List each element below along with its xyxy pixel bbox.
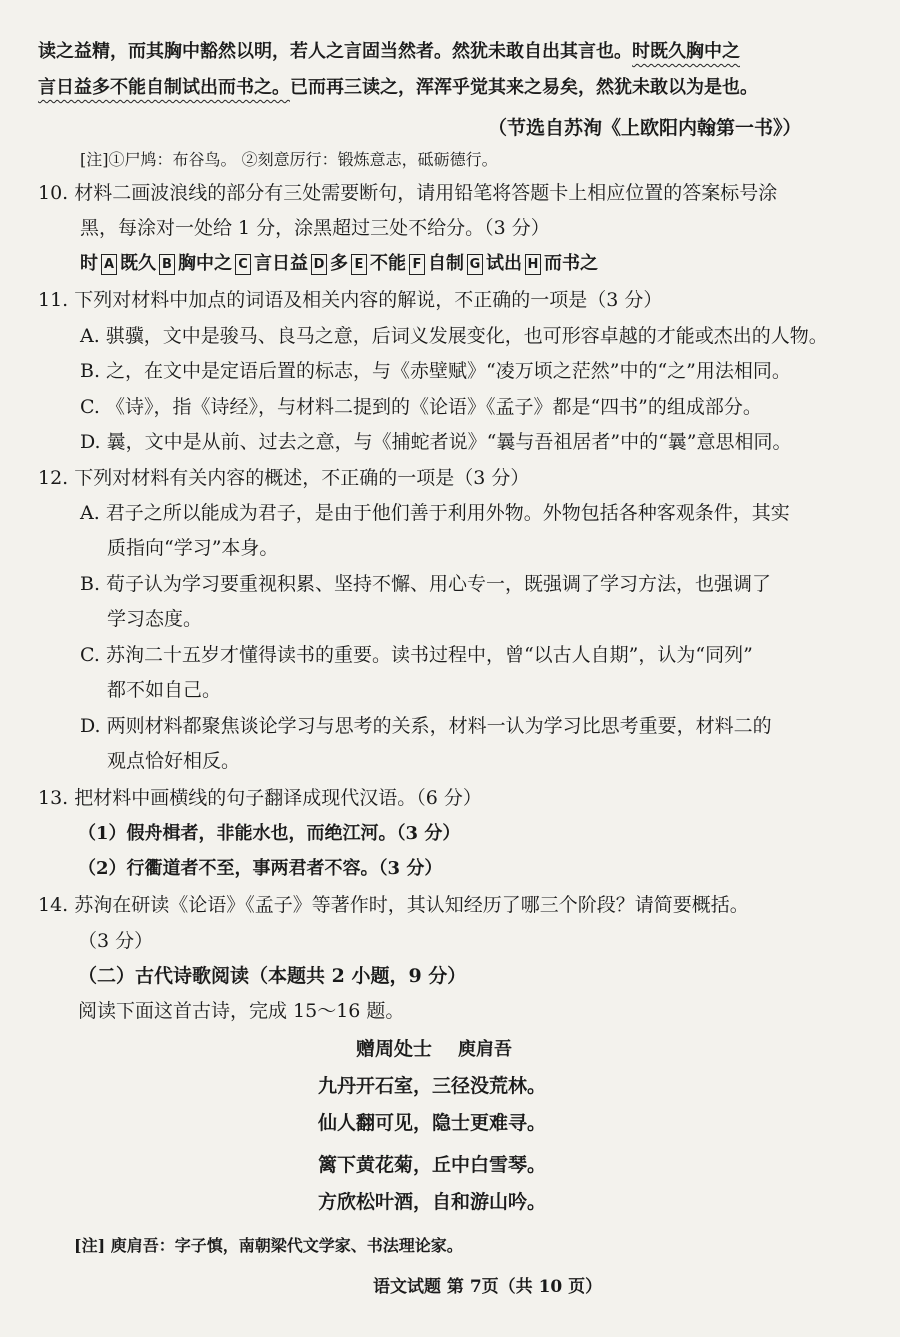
q13-sentence-1: （1）假舟楫者，非能水也，而绝江河。（3 分） (78, 823, 461, 844)
poem-title: 赠周处士 (356, 1038, 433, 1060)
q10-segment-3: 胸中之 (178, 253, 232, 274)
q10-option-d-box[interactable]: D (311, 254, 327, 275)
q14-line-1: 14. 苏洵在研读《论语》《孟子》等著作时，其认知经历了哪三个阶段？请简要概括。 (38, 894, 749, 916)
q12-option-d-line-2: 观点恰好相反。 (107, 750, 241, 772)
q12-option-a-line-1: A. 君子之所以能成为君子，是由于他们善于利用外物。外物包括各种客观条件，其实 (80, 502, 790, 524)
q10-segment-6: 不能 (370, 253, 406, 274)
q10-option-b-box[interactable]: B (159, 254, 175, 275)
poem-line-2: 仙人翻可见，隐士更难寻。 (318, 1112, 547, 1134)
passage-note: [注]①尸鸠：布谷鸟。 ②刻意厉行：锻炼意志，砥砺德行。 (80, 150, 498, 169)
q12-option-b-line-2: 学习态度。 (107, 608, 203, 630)
q12-option-d-line-1: D. 两则材料都聚焦谈论学习与思考的关系，材料一认为学习比思考重要，材料二的 (80, 715, 772, 737)
q10-segment-9: 而书之 (544, 253, 598, 274)
q10-option-a-box[interactable]: A (101, 254, 117, 275)
q12-stem: 12. 下列对材料有关内容的概述，不正确的一项是（3 分） (38, 467, 530, 489)
q12-option-c-line-1: C. 苏洵二十五岁才懂得读书的重要。读书过程中，曾“以古人自期”，认为“同列” (80, 644, 753, 666)
poem-line-3: 篱下黄花菊，丘中白雪琴。 (318, 1154, 547, 1176)
poem-note: [注] 庾肩吾：字子慎，南朝梁代文学家、书法理论家。 (74, 1236, 463, 1255)
q10-segment-5: 多 (330, 253, 348, 274)
q10-option-e-box[interactable]: E (351, 254, 367, 275)
passage-source: （节选自苏洵《上欧阳内翰第一书》） (488, 117, 802, 139)
q14-line-2: （3 分） (78, 930, 154, 952)
poem-header (356, 1037, 512, 1062)
q11-option-a: A. 骐骥，文中是骏马、良马之意，后词义发展变化，也可形容卓越的才能或杰出的人物。 (80, 325, 828, 347)
q12-option-a-line-2: 质指向“学习”本身。 (107, 537, 279, 559)
q10-option-f-box[interactable]: F (409, 254, 425, 275)
q10-segment-4: 言日益 (254, 253, 308, 274)
poem-author: 庾肩吾 (458, 1039, 513, 1060)
q11-option-b: B. 之，在文中是定语后置的标志，与《赤壁赋》“凌万顷之茫然”中的“之”用法相同。 (80, 360, 791, 382)
poem-line-1: 九丹开石室，三径没荒林。 (318, 1075, 547, 1097)
passage-line-1-text: 读之益精，而其胸中豁然以明，若人之言固当然者。然犹未敢自出其言也。 (38, 41, 632, 62)
wavy-underlined-text-1: 时既久胸中之 (632, 41, 740, 62)
passage-line-2 (38, 76, 758, 100)
q11-option-d: D. 曩，文中是从前、过去之意，与《捕蛇者说》“曩与吾祖居者”中的“曩”意思相同。 (80, 431, 792, 453)
q12-option-c-line-2: 都不如自己。 (107, 679, 222, 701)
q10-option-h-box[interactable]: H (525, 254, 541, 275)
q13-sentence-2: （2）行衢道者不至，事两君者不容。（3 分） (78, 858, 443, 879)
wavy-underlined-text-2: 言日益多不能自制试出而书之。 (38, 77, 290, 98)
q10-segment-2: 既久 (120, 253, 156, 274)
poetry-section-heading: （二）古代诗歌阅读（本题共 2 小题，9 分） (78, 965, 467, 987)
q12-option-b-line-1: B. 荀子认为学习要重视积累、坚持不懈、用心专一，既强调了学习方法，也强调了 (80, 573, 772, 595)
q10-option-g-box[interactable]: G (467, 254, 483, 275)
q11-stem: 11. 下列对材料中加点的词语及相关内容的解说，不正确的一项是（3 分） (38, 289, 663, 311)
q11-option-c: C. 《诗》，指《诗经》，与材料二提到的《论语》《孟子》都是“四书”的组成部分。 (80, 396, 762, 418)
q10-segment-8: 试出 (486, 253, 522, 274)
poetry-instruction: 阅读下面这首古诗，完成 15～16 题。 (78, 1000, 405, 1022)
q13-stem: 13. 把材料中画横线的句子翻译成现代汉语。（6 分） (38, 787, 482, 809)
q10-segment-1: 时 (80, 253, 98, 274)
passage-line-1 (38, 40, 740, 64)
poem-line-4: 方欣松叶酒，自和游山吟。 (318, 1191, 547, 1213)
q10-segment-7: 自制 (428, 253, 464, 274)
passage-line-2-text: 已而再三读之，浑浑乎觉其来之易矣，然犹未敢以为是也。 (290, 77, 758, 98)
q10-answer-row (80, 252, 598, 276)
q10-line-1: 10. 材料二画波浪线的部分有三处需要断句，请用铅笔将答题卡上相应位置的答案标号涂 (38, 182, 778, 204)
q10-option-c-box[interactable]: C (235, 254, 251, 275)
q10-line-2: 黑，每涂对一处给 1 分，涂黑超过三处不给分。（3 分） (80, 217, 550, 239)
page-footer: 语文试题 第 7页（共 10 页） (373, 1277, 603, 1297)
